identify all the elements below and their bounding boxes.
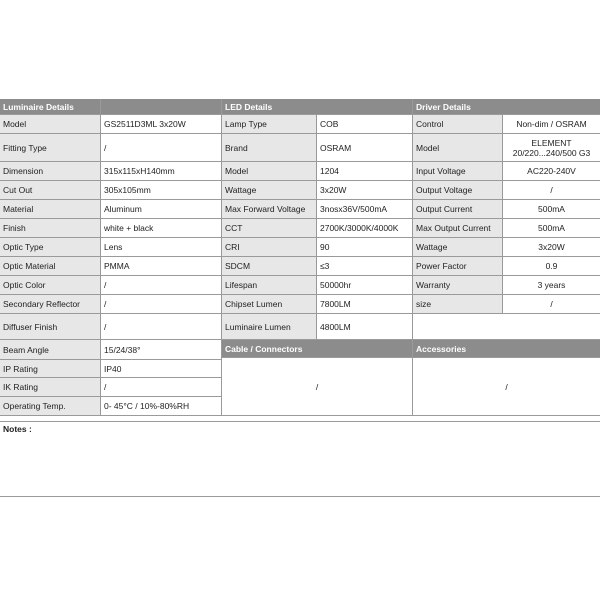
led-label-chipset-lumen: Chipset Lumen: [222, 295, 317, 314]
led-value-brand: OSRAM: [317, 134, 413, 162]
driver-value-power-factor: 0.9: [503, 257, 600, 276]
luminaire-value-optic-material: PMMA: [101, 257, 222, 276]
cable-connectors-header: Cable / Connectors: [222, 340, 413, 358]
led-label-sdcm: SDCM: [222, 257, 317, 276]
luminaire-value-ip-rating: IP40: [101, 360, 222, 378]
driver-label-wattage: Wattage: [413, 238, 503, 257]
driver-value-warranty: 3 years: [503, 276, 600, 295]
luminaire-value-fitting-type: /: [101, 134, 222, 162]
luminaire-label-dimension: Dimension: [0, 162, 101, 181]
luminaire-details-header-fill: [101, 99, 222, 115]
accessories-value: /: [413, 358, 600, 416]
luminaire-label-optic-type: Optic Type: [0, 238, 101, 257]
luminaire-label-cut-out: Cut Out: [0, 181, 101, 200]
driver-empty-cell: [413, 314, 600, 340]
driver-label-max-output-current: Max Output Current: [413, 219, 503, 238]
driver-label-output-voltage: Output Voltage: [413, 181, 503, 200]
accessories-header: Accessories: [413, 340, 600, 358]
led-value-lifespan: 50000hr: [317, 276, 413, 295]
driver-value-output-voltage: /: [503, 181, 600, 200]
led-value-wattage: 3x20W: [317, 181, 413, 200]
luminaire-label-ik-rating: IK Rating: [0, 378, 101, 397]
luminaire-label-model: Model: [0, 115, 101, 134]
led-value-luminaire-lumen: 4800LM: [317, 314, 413, 340]
luminaire-label-operating-temp: Operating Temp.: [0, 397, 101, 416]
luminaire-label-beam-angle: Beam Angle: [0, 340, 101, 360]
driver-value-max-output-current: 500mA: [503, 219, 600, 238]
led-label-cri: CRI: [222, 238, 317, 257]
luminaire-value-model: GS2511D3ML 3x20W: [101, 115, 222, 134]
driver-label-power-factor: Power Factor: [413, 257, 503, 276]
luminaire-value-cut-out: 305x105mm: [101, 181, 222, 200]
luminaire-label-ip-rating: IP Rating: [0, 360, 101, 378]
driver-label-input-voltage: Input Voltage: [413, 162, 503, 181]
driver-value-control: Non-dim / OSRAM: [503, 115, 600, 134]
luminaire-details-header: Luminaire Details: [0, 99, 101, 115]
driver-label-warranty: Warranty: [413, 276, 503, 295]
led-label-lamp-type: Lamp Type: [222, 115, 317, 134]
led-value-chipset-lumen: 7800LM: [317, 295, 413, 314]
led-value-model: 1204: [317, 162, 413, 181]
led-value-max-forward-voltage: 3nosx36V/500mA: [317, 200, 413, 219]
driver-value-output-current: 500mA: [503, 200, 600, 219]
led-value-cri: 90: [317, 238, 413, 257]
led-value-sdcm: ≤3: [317, 257, 413, 276]
luminaire-label-secondary-reflector: Secondary Reflector: [0, 295, 101, 314]
luminaire-value-finish: white + black: [101, 219, 222, 238]
driver-label-model: Model: [413, 134, 503, 162]
driver-value-input-voltage: AC220-240V: [503, 162, 600, 181]
luminaire-label-finish: Finish: [0, 219, 101, 238]
luminaire-value-optic-color: /: [101, 276, 222, 295]
luminaire-label-optic-color: Optic Color: [0, 276, 101, 295]
led-label-brand: Brand: [222, 134, 317, 162]
luminaire-label-diffuser-finish: Diffuser Finish: [0, 314, 101, 340]
led-label-model: Model: [222, 162, 317, 181]
luminaire-value-dimension: 315x115xH140mm: [101, 162, 222, 181]
led-label-cct: CCT: [222, 219, 317, 238]
led-label-wattage: Wattage: [222, 181, 317, 200]
led-label-lifespan: Lifespan: [222, 276, 317, 295]
luminaire-value-secondary-reflector: /: [101, 295, 222, 314]
driver-value-size: /: [503, 295, 600, 314]
luminaire-value-material: Aluminum: [101, 200, 222, 219]
notes-label: Notes :: [0, 421, 600, 497]
luminaire-value-diffuser-finish: /: [101, 314, 222, 340]
driver-label-size: size: [413, 295, 503, 314]
led-label-max-forward-voltage: Max Forward Voltage: [222, 200, 317, 219]
luminaire-label-fitting-type: Fitting Type: [0, 134, 101, 162]
luminaire-label-material: Material: [0, 200, 101, 219]
luminaire-value-operating-temp: 0- 45°C / 10%-80%RH: [101, 397, 222, 416]
led-label-luminaire-lumen: Luminaire Lumen: [222, 314, 317, 340]
led-value-lamp-type: COB: [317, 115, 413, 134]
led-value-cct: 2700K/3000K/4000K: [317, 219, 413, 238]
driver-details-header: Driver Details: [413, 99, 600, 115]
led-details-header: LED Details: [222, 99, 413, 115]
luminaire-value-beam-angle: 15/24/38°: [101, 340, 222, 360]
driver-label-control: Control: [413, 115, 503, 134]
luminaire-value-ik-rating: /: [101, 378, 222, 397]
cable-connectors-value: /: [222, 358, 413, 416]
driver-value-wattage: 3x20W: [503, 238, 600, 257]
luminaire-value-optic-type: Lens: [101, 238, 222, 257]
luminaire-label-optic-material: Optic Material: [0, 257, 101, 276]
driver-label-output-current: Output Current: [413, 200, 503, 219]
driver-value-model: ELEMENT 20/220...240/500 G3: [503, 134, 600, 162]
